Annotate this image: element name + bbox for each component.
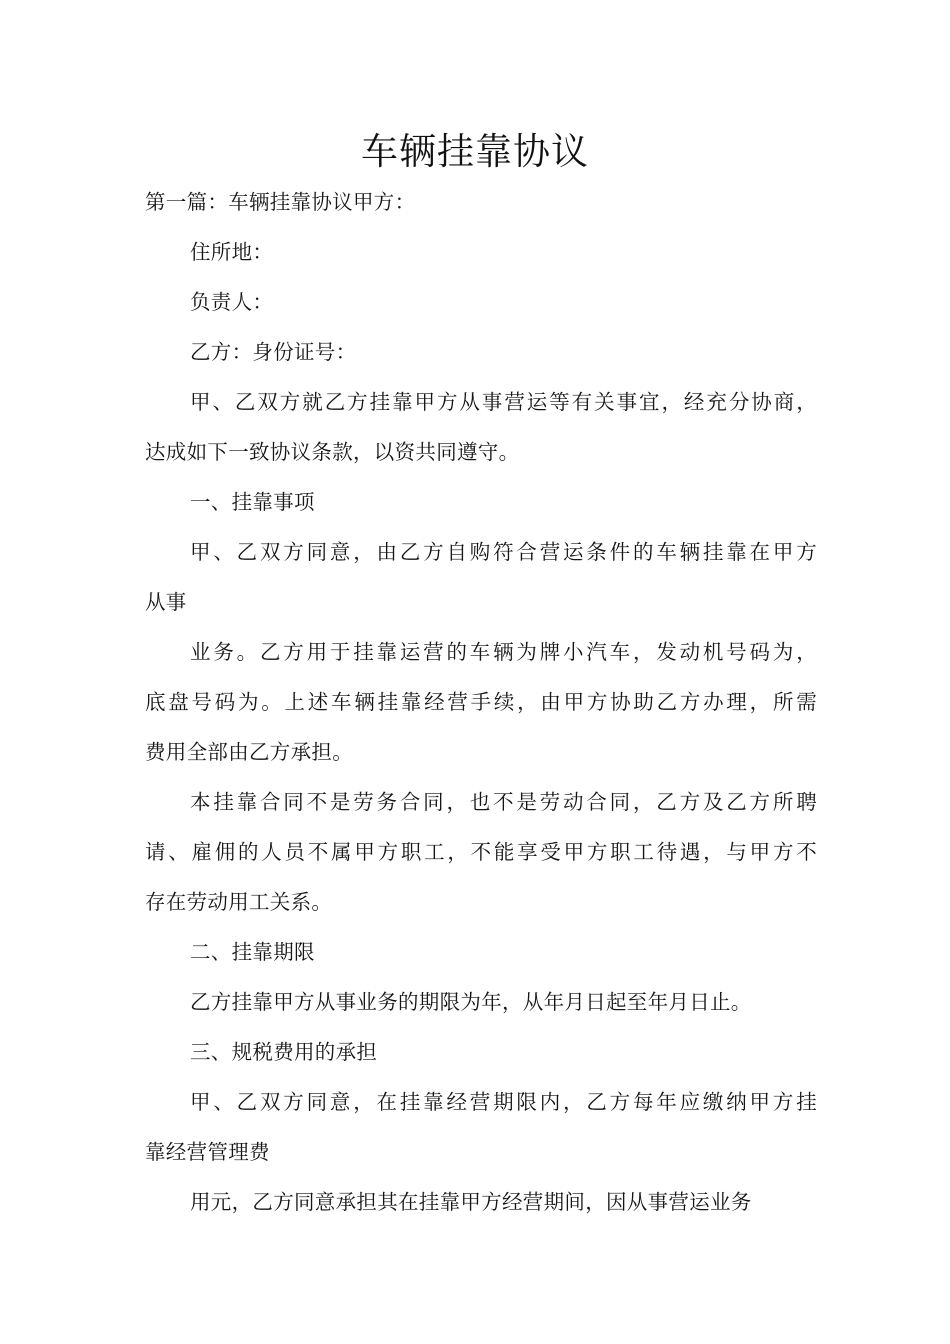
paragraph-line: 甲、乙双方同意，在挂靠经营期限内，乙方每年应缴纳甲方挂 — [190, 1090, 817, 1114]
paragraph-line: 费用全部由乙方承担。 — [145, 740, 353, 764]
paragraph-line: 靠经营管理费 — [145, 1140, 270, 1164]
document-title: 车辆挂靠协议 — [361, 130, 589, 173]
paragraph-line: 业务。乙方用于挂靠运营的车辆为牌小汽车，发动机号码为， — [190, 640, 817, 664]
document-body — [145, 177, 817, 1227]
paragraph-line: 甲、乙双方同意，由乙方自购符合营运条件的车辆挂靠在甲方 — [190, 540, 817, 564]
section-heading: 第一篇：车辆挂靠协议甲方： — [145, 190, 416, 214]
clause-heading: 三、规税费用的承担 — [190, 1040, 378, 1064]
clause-heading: 一、挂靠事项 — [190, 490, 315, 514]
clause-heading: 二、挂靠期限 — [190, 940, 315, 964]
paragraph-line: 本挂靠合同不是劳务合同，也不是劳动合同，乙方及乙方所聘 — [190, 790, 817, 814]
paragraph-line: 甲、乙双方就乙方挂靠甲方从事营运等有关事宜，经充分协商， — [190, 390, 817, 414]
paragraph-line: 达成如下一致协议条款，以资共同遵守。 — [145, 440, 520, 464]
paragraph-line: 请、雇佣的人员不属甲方职工，不能享受甲方职工待遇，与甲方不 — [145, 840, 817, 864]
paragraph-line: 从事 — [145, 590, 187, 614]
field-responsible-person: 负责人： — [190, 290, 274, 314]
paragraph-line: 底盘号码为。上述车辆挂靠经营手续，由甲方协助乙方办理，所需 — [145, 690, 817, 714]
paragraph-line: 乙方挂靠甲方从事业务的期限为年，从年月日起至年月日止。 — [190, 990, 752, 1014]
paragraph-line: 用元，乙方同意承担其在挂靠甲方经营期间，因从事营运业务 — [190, 1190, 752, 1214]
field-party-b-id: 乙方：身份证号： — [190, 340, 357, 364]
field-address: 住所地： — [190, 240, 274, 264]
paragraph-line: 存在劳动用工关系。 — [145, 890, 333, 914]
